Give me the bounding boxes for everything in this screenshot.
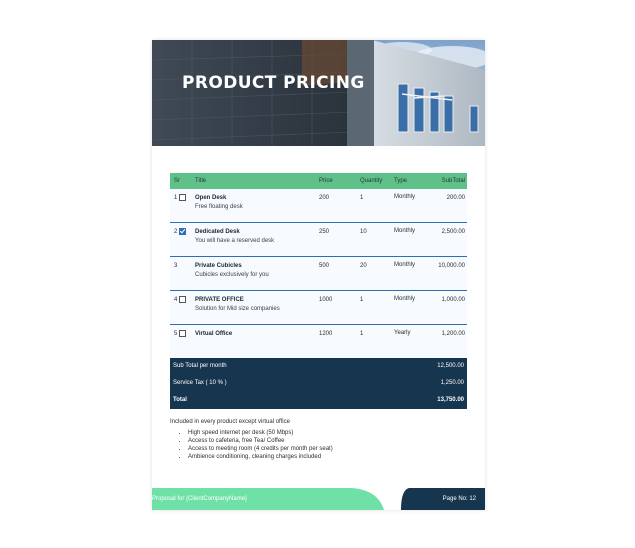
row-type: Yearly — [394, 330, 411, 336]
row-quantity: 1 — [360, 297, 364, 303]
row-price: 200 — [319, 195, 330, 201]
header-sr: Sr — [174, 178, 180, 184]
row-title: PRIVATE OFFICE — [195, 297, 244, 303]
row-description: You will have a reserved desk — [195, 238, 275, 244]
header-subtotal: SubTotal — [441, 178, 465, 184]
list-item: • Ambience conditioning, cleaning charges included — [188, 453, 470, 461]
total-row — [170, 392, 467, 409]
list-item: • High speed internet per desk (50 Mbps) — [188, 429, 470, 437]
row-type: Monthly — [394, 262, 416, 268]
proposal-label: Proposal for {ClientCompanyName} — [152, 496, 248, 502]
row-title: Dedicated Desk — [195, 229, 240, 235]
row-price: 250 — [319, 229, 330, 235]
total-value: 13,750.00 — [437, 397, 464, 403]
row-quantity: 1 — [360, 331, 364, 337]
header-quantity: Quantity — [360, 178, 383, 184]
row-description: Solution for Mid size companies — [195, 306, 280, 312]
row-quantity: 1 — [360, 195, 364, 201]
row-type: Monthly — [394, 228, 416, 234]
row-checkbox[interactable] — [179, 194, 186, 201]
row-title: Virtual Office — [195, 331, 233, 337]
subtotal-row — [170, 358, 467, 375]
tax-value: 1,250.00 — [440, 380, 464, 386]
row-subtotal: 200.00 — [446, 195, 465, 201]
row-sr: 4 — [174, 297, 178, 303]
row-checkbox[interactable] — [179, 228, 186, 235]
row-price: 500 — [319, 263, 330, 269]
list-item: • Access to meeting room (4 credits per month per seat) — [188, 445, 470, 453]
table-row — [170, 189, 467, 223]
subtotal-value: 12,500.00 — [437, 363, 464, 369]
tax-label: Service Tax ( 10 % ) — [173, 380, 227, 386]
row-subtotal: 10,000.00 — [438, 263, 465, 269]
table-row — [170, 291, 467, 325]
header-title: Title — [195, 178, 207, 184]
row-subtotal: 2,500.00 — [441, 229, 465, 235]
header-type: Type — [394, 178, 408, 184]
subtotal-label: Sub Total per month — [173, 363, 227, 369]
row-title: Open Desk — [195, 195, 227, 201]
inclusions-notes — [170, 419, 470, 461]
row-checkbox[interactable] — [179, 330, 186, 337]
building-photo — [152, 40, 485, 146]
list-item: • Access to cafeteria, free Tea/ Coffee — [188, 437, 470, 445]
table-row — [170, 257, 467, 291]
table-row — [170, 223, 467, 257]
row-sr: 5 — [174, 331, 178, 337]
inclusions-list — [170, 429, 470, 461]
table-row — [170, 325, 467, 358]
row-title: Private Cubicles — [195, 263, 242, 269]
row-price: 1000 — [319, 297, 333, 303]
row-description: Cubicles exclusively for you — [195, 272, 269, 278]
row-type: Monthly — [394, 194, 416, 200]
hero-banner — [152, 40, 485, 146]
notes-intro: Included in every product except virtual office — [170, 419, 290, 425]
page-title: PRODUCT PRICING — [182, 73, 365, 93]
proposal-page — [152, 40, 485, 510]
row-checkbox[interactable] — [179, 296, 186, 303]
header-price: Price — [319, 178, 333, 184]
row-subtotal: 1,200.00 — [441, 331, 465, 337]
row-sr: 3 — [174, 263, 178, 269]
row-description: Free floating desk — [195, 204, 243, 210]
pricing-table — [170, 173, 467, 409]
row-quantity: 10 — [360, 229, 367, 235]
row-sr: 1 — [174, 195, 178, 201]
row-quantity: 20 — [360, 263, 367, 269]
page-number: Page No: 12 — [442, 496, 476, 502]
total-label: Total — [173, 397, 187, 403]
tax-row — [170, 375, 467, 392]
row-price: 1200 — [319, 331, 333, 337]
page-footer — [152, 488, 485, 510]
row-subtotal: 1,000.00 — [441, 297, 465, 303]
totals-block — [170, 358, 467, 409]
row-sr: 2 — [174, 229, 178, 235]
table-header — [170, 173, 467, 189]
row-type: Monthly — [394, 296, 416, 302]
